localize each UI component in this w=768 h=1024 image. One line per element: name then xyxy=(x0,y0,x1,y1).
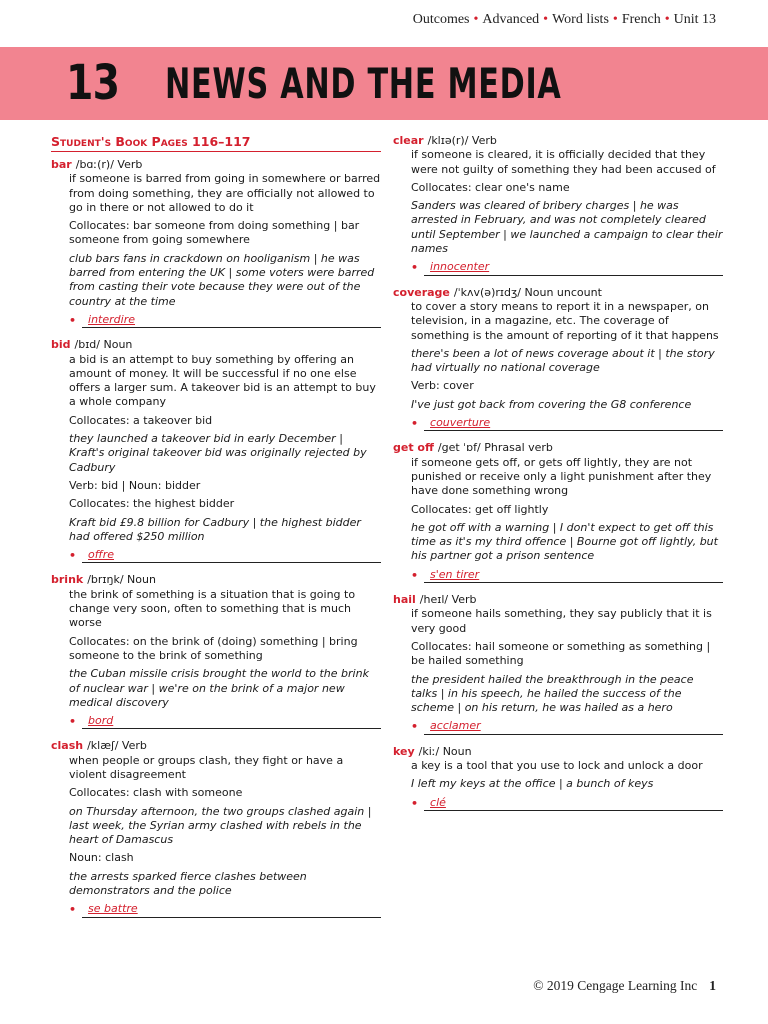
word-entry xyxy=(393,441,723,583)
entry-head xyxy=(51,573,381,587)
example-text: I've just got back from covering the G8 conference xyxy=(411,397,692,411)
pronunciation: /brɪŋk/ Noun xyxy=(87,573,156,587)
entry-head xyxy=(51,338,381,352)
definition-text: Collocates: a takeover bid xyxy=(69,413,213,427)
definition-text: Collocates: get off lightly xyxy=(411,502,549,516)
bullet-icon: • xyxy=(411,720,419,734)
entry-body xyxy=(51,588,381,730)
pronunciation: /ˈkʌv(ə)rɪdʒ/ Noun uncount xyxy=(453,285,602,299)
translation-line xyxy=(411,416,723,431)
definition-text: Collocates: clear one's name xyxy=(411,180,570,194)
definition-text: to cover a story means to report it in a newspaper, on television, in a magazine, etc. The coverage of something is the amount of reporting of it that happens xyxy=(411,299,719,342)
definition-text: Collocates: hail someone or something as something | be hailed something xyxy=(411,639,711,668)
translation: s'en tirer xyxy=(424,568,723,583)
headword: get off xyxy=(393,441,434,455)
right-column xyxy=(393,134,723,821)
translation: couverture xyxy=(424,416,723,431)
breadcrumb-item: Unit 13 xyxy=(673,12,716,27)
entry-list-right xyxy=(393,134,723,811)
entry-body xyxy=(393,456,723,583)
example-text: club bars fans in crackdown on hooliganism | he was barred from entering the UK | some voters were barred from casting their vote because they were out of the country at the time xyxy=(69,251,375,308)
breadcrumb-item: Word lists xyxy=(552,12,609,27)
definition-text: if someone is barred from going in somewhere or barred from doing something, they are officially not allowed to go in there or not allowed to do it xyxy=(69,172,381,214)
bullet-icon: • xyxy=(664,12,670,27)
bullet-icon: • xyxy=(69,313,77,327)
word-entry xyxy=(51,739,381,917)
example-text: I left my keys at the office | a bunch of keys xyxy=(411,777,654,791)
headword: coverage xyxy=(393,285,450,299)
definition-text: if someone gets off, or gets off lightly, they are not punished or receive only a light punishment after they have done something wrong xyxy=(411,455,712,498)
unit-title: NEWS AND THE MEDIA xyxy=(165,59,562,108)
entry-body xyxy=(51,172,381,328)
translation-line xyxy=(69,313,381,328)
translation: acclamer xyxy=(424,719,723,734)
translation: se battre xyxy=(82,902,381,917)
headword: clash xyxy=(51,739,84,753)
copyright: © 2019 Cengage Learning Inc xyxy=(533,978,698,993)
entry-head xyxy=(393,745,723,759)
word-entry xyxy=(51,158,381,328)
translation: innocenter xyxy=(424,260,723,275)
definition-text: Noun: clash xyxy=(69,851,134,865)
entry-list-left xyxy=(51,158,381,918)
translation-line xyxy=(411,719,723,734)
entry-body xyxy=(393,300,723,431)
translation-line xyxy=(69,902,381,917)
definition-text: Verb: bid | Noun: bidder xyxy=(69,478,201,492)
translation-line xyxy=(411,260,723,275)
entry-body xyxy=(393,759,723,811)
bullet-icon: • xyxy=(411,417,419,431)
entry-head xyxy=(393,134,723,148)
bullet-icon: • xyxy=(69,903,77,917)
word-entry xyxy=(393,286,723,432)
bullet-icon: • xyxy=(543,12,549,27)
bullet-icon: • xyxy=(411,796,419,810)
word-entry xyxy=(393,745,723,811)
pronunciation: /bɑː(r)/ Verb xyxy=(75,158,143,171)
example-text: the president hailed the breakthrough in the peace talks | in his speech, he hailed the success of the scheme | on his return, he was hailed as a hero xyxy=(411,672,694,715)
headword: bid xyxy=(51,338,71,352)
footer xyxy=(533,978,716,994)
section-heading: Student's Book Pages 116–117 xyxy=(51,134,381,152)
definition-text: Collocates: bar someone from doing something | bar someone from going somewhere xyxy=(69,219,360,247)
headword: hail xyxy=(393,593,416,607)
translation: clé xyxy=(424,796,723,811)
definition-text: the brink of something is a situation that is going to change very soon, often to something that is much worse xyxy=(69,587,356,630)
definition-text: Collocates: on the brink of (doing) something | bring someone to the brink of something xyxy=(69,634,358,662)
translation: bord xyxy=(82,714,381,729)
definition-text: Collocates: the highest bidder xyxy=(69,497,235,511)
headword: bar xyxy=(51,158,72,171)
example-text: the arrests sparked fierce clashes between demonstrators and the police xyxy=(69,869,307,898)
word-entry xyxy=(393,593,723,735)
definition-text: Collocates: clash with someone xyxy=(69,786,243,800)
translation-line xyxy=(411,796,723,811)
pronunciation: /bɪd/ Noun xyxy=(74,338,133,352)
page-number: 1 xyxy=(709,978,716,993)
pronunciation: /heɪl/ Verb xyxy=(419,593,477,607)
example-text: Kraft bid £9.8 billion for Cadbury | the highest bidder had offered $250 million xyxy=(69,515,361,543)
breadcrumb-item: Outcomes xyxy=(412,12,470,27)
example-text: Sanders was cleared of bribery charges | he was arrested in February, and was not completely cleared until September | we launched a campaign to clear their names xyxy=(411,199,723,256)
example-text: the Cuban missile crisis brought the world to the brink of nuclear war | we're on the brink of a major new medical discovery xyxy=(69,667,369,709)
definition-text: if someone hails something, they say publicly that it is very good xyxy=(411,607,712,635)
pronunciation: /klæʃ/ Verb xyxy=(87,739,147,753)
entry-head xyxy=(393,286,723,300)
left-column xyxy=(51,134,381,928)
entry-body xyxy=(393,148,723,275)
word-entry xyxy=(393,134,723,276)
headword: brink xyxy=(51,573,84,587)
example-text: on Thursday afternoon, the two groups clashed again | last week, the Syrian army clashed with rebels in the heart of Damascus xyxy=(69,804,372,847)
word-entry xyxy=(51,573,381,729)
example-text: he got off with a warning | I don't expect to get off this time as it's my third offence | Bourne got off lightly, but his partner got a prison sentence xyxy=(411,520,718,563)
breadcrumb-item: Advanced xyxy=(482,12,540,27)
entry-head xyxy=(51,739,381,753)
entry-body xyxy=(51,754,381,918)
pronunciation: /klɪə(r)/ Verb xyxy=(427,134,497,147)
example-text: there's been a lot of news coverage about it | the story had virtually no national coverage xyxy=(411,346,715,375)
definition-text: a key is a tool that you use to lock and unlock a door xyxy=(411,758,703,772)
definition-text: if someone is cleared, it is officially decided that they were not guilty of something they had been accused of xyxy=(411,148,716,176)
translation-line xyxy=(411,568,723,583)
definition-text: a bid is an attempt to buy something by offering an amount of money. It will be successful if no one else offers a larger sum. A takeover bid is an attempt to buy a whole company xyxy=(69,352,376,409)
definition-text: Verb: cover xyxy=(411,379,474,393)
breadcrumb xyxy=(413,12,716,28)
unit-number: 13 xyxy=(66,55,120,111)
entry-head xyxy=(393,593,723,607)
translation-line xyxy=(69,714,381,729)
bullet-icon: • xyxy=(69,549,77,563)
definition-text: when people or groups clash, they fight or have a violent disagreement xyxy=(69,753,344,781)
bullet-icon: • xyxy=(411,568,419,582)
translation: interdire xyxy=(82,313,381,328)
word-entry xyxy=(51,338,381,563)
bullet-icon: • xyxy=(473,12,479,27)
pronunciation: /get ˈɒf/ Phrasal verb xyxy=(437,441,553,455)
entry-head xyxy=(51,158,381,172)
entry-body xyxy=(393,607,723,734)
breadcrumb-item: French xyxy=(621,12,661,27)
translation-line xyxy=(69,548,381,563)
entry-body xyxy=(51,353,381,564)
bullet-icon: • xyxy=(411,261,419,275)
headword: key xyxy=(393,744,415,758)
pronunciation: /kiː/ Noun xyxy=(418,744,472,758)
entry-head xyxy=(393,441,723,455)
headword: clear xyxy=(393,134,424,147)
example-text: they launched a takeover bid in early December | Kraft's original takeover bid was originally rejected by Cadbury xyxy=(69,432,367,474)
translation: offre xyxy=(82,548,381,563)
bullet-icon: • xyxy=(612,12,618,27)
bullet-icon: • xyxy=(69,715,77,729)
